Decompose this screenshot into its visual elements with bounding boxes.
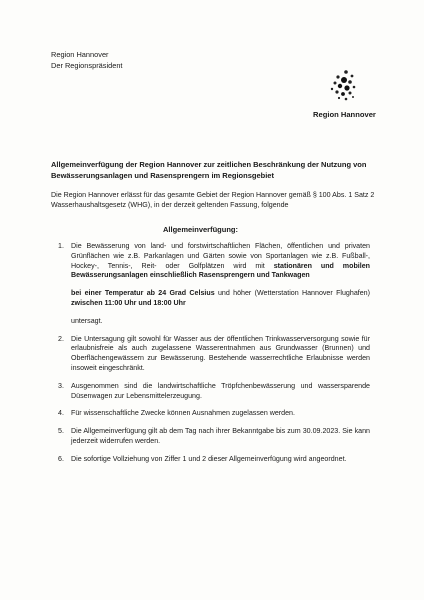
item-text: Ausgenommen sind die landwirtschaftliche Tröpfchenbewässerung und wassersparende Düsenwagen zur Lebensmittelerzeugung. [71, 381, 370, 400]
item-text: Die Bewässerung von land- und forstwirtschaftlichen Flächen, öffentlichen und privaten Grünflächen wie z.B. Parkanlagen und Gärten sowie von Sportanlagen wie z.B. Fußball-, Hockey-, Tennis-, Reit- oder Golfplätzen wird mit [71, 242, 370, 270]
item-text: und höher (Wetterstation Hannover Flughafen) [214, 289, 370, 298]
dot-cluster-logo-icon [326, 68, 360, 106]
item-number: 4. [58, 409, 64, 418]
item-text: Für wissenschaftliche Zwecke können Ausnahmen zugelassen werden. [71, 409, 295, 418]
sender-title: Der Regionspräsident [51, 60, 123, 70]
region-logo [300, 68, 380, 124]
item-text-bold: bei einer Temperatur ab 24 Grad Celsius [71, 289, 215, 298]
item-number: 6. [58, 454, 64, 463]
list-item [58, 409, 370, 419]
item-number: 2. [58, 334, 64, 343]
item-text-bold: stationären und mobilen Bewässerungsanlagen einschließlich Rasensprengern und Tankwagen [71, 261, 371, 280]
list-item [58, 382, 370, 402]
logo-wordmark: Region Hannover [313, 110, 376, 119]
item-number: 1. [58, 242, 64, 250]
document-title: Allgemeinverfügung der Region Hannover zur zeitlichen Beschränkung der Nutzung von Bewässerungsanlagen und Rasensprengern im Regionsgebiet [51, 160, 367, 180]
list-item [58, 455, 370, 465]
item-text: Die Allgemeinverfügung gilt ab dem Tag nach ihrer Bekanntgabe bis zum 30.09.2023. Sie kann jederzeit widerrufen werden. [71, 427, 370, 445]
sender-organization: Region Hannover [51, 50, 109, 59]
item-text-bold: zwischen 11:00 Uhr und 18:00 Uhr [71, 298, 186, 307]
list-item [58, 242, 370, 327]
item-text: Die sofortige Vollziehung von Ziffer 1 und 2 dieser Allgemeinverfügung wird angeordnet. [71, 454, 347, 463]
item-number: 3. [58, 381, 64, 390]
item-text: untersagt. [71, 316, 103, 325]
list-item [58, 335, 370, 374]
item-text: Die Untersagung gilt sowohl für Wasser aus der öffentlichen Trinkwasserversorgung sowie für erlaubnisfreie als auch zugelassene Wasserentnahmen aus Grundwasser (Brunnen) und Oberflächengewässern zur Bewässerung. Bestehende wasserrechtliche Erlaubnisse werden insoweit eingeschränkt. [71, 334, 370, 372]
list-item [58, 427, 370, 447]
sender-block [51, 50, 122, 71]
item-number: 5. [58, 427, 64, 436]
section-heading: Allgemeinverfügung: [163, 225, 239, 234]
provisions-list [58, 242, 370, 473]
intro-paragraph: Die Region Hannover erlässt für das gesamte Gebiet der Region Hannover gemäß § 100 Abs. 1 Satz 2 Wasserhaushaltsgesetz (WHG), in der derzeit geltenden Fassung, folgende [51, 191, 375, 209]
